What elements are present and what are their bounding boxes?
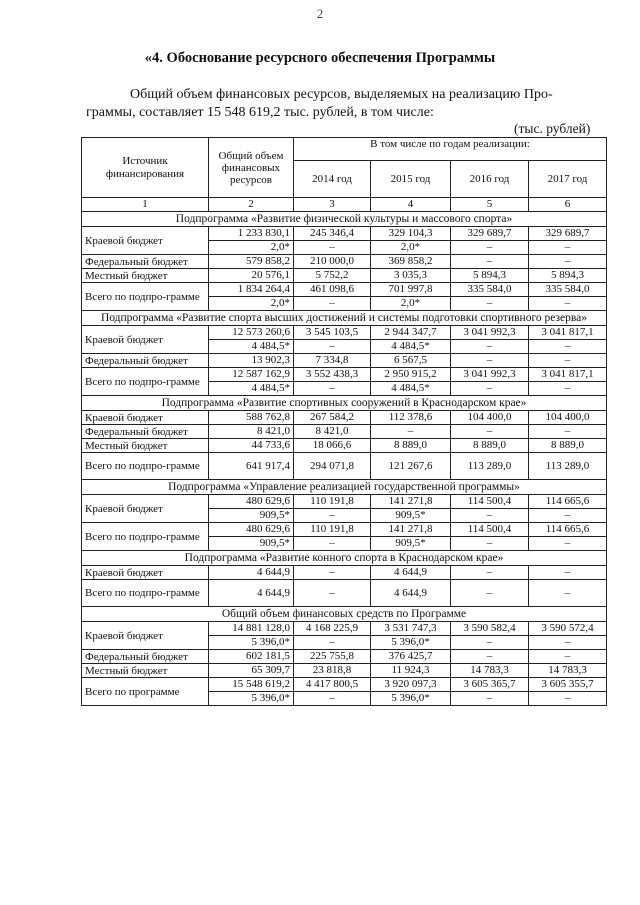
col-number: 4 xyxy=(371,198,451,212)
value-cell: 602 181,5 xyxy=(209,650,294,664)
col-number: 3 xyxy=(294,198,371,212)
value-cell: 294 071,8 xyxy=(294,453,371,480)
row-source-label: Всего по подпро-грамме xyxy=(82,368,209,396)
section-title: Подпрограмма «Развитие физической культуры и массового спорта» xyxy=(82,212,607,227)
value-cell: 14 783,3 xyxy=(451,664,529,678)
table-row xyxy=(82,269,607,283)
value-cell: 376 425,7 xyxy=(371,650,451,664)
row-source-label: Краевой бюджет xyxy=(82,566,209,580)
section-title: Подпрограмма «Управление реализацией государственной программы» xyxy=(82,480,607,495)
value-cell: – xyxy=(529,692,607,706)
row-source-label: Федеральный бюджет xyxy=(82,425,209,439)
table-row xyxy=(82,566,607,580)
row-source-label: Краевой бюджет xyxy=(82,495,209,523)
value-cell: 4 484,5* xyxy=(209,382,294,396)
value-cell: – xyxy=(371,425,451,439)
col-number: 1 xyxy=(82,198,209,212)
row-source-label: Краевой бюджет xyxy=(82,622,209,650)
value-cell: – xyxy=(451,692,529,706)
section-heading: «4. Обоснование ресурсного обеспечения Программы xyxy=(144,50,496,66)
value-cell: – xyxy=(451,255,529,269)
value-cell: 4 644,9 xyxy=(209,580,294,607)
value-cell: – xyxy=(451,650,529,664)
value-cell: – xyxy=(451,537,529,551)
value-cell: 13 902,3 xyxy=(209,354,294,368)
value-cell: 3 041 992,3 xyxy=(451,368,529,382)
value-cell: 4 644,9 xyxy=(209,566,294,580)
value-cell: – xyxy=(529,566,607,580)
value-cell: 3 590 572,4 xyxy=(529,622,607,636)
value-cell: 114 665,6 xyxy=(529,495,607,509)
value-cell: 114 665,6 xyxy=(529,523,607,537)
section-title-row xyxy=(82,212,607,227)
value-cell: 4 417 800,5 xyxy=(294,678,371,692)
value-cell: – xyxy=(451,636,529,650)
value-cell: 3 590 582,4 xyxy=(451,622,529,636)
value-cell: 3 041 817,1 xyxy=(529,326,607,340)
value-cell: 701 997,8 xyxy=(371,283,451,297)
row-source-label: Всего по подпро-грамме xyxy=(82,523,209,551)
value-cell: 2,0* xyxy=(209,241,294,255)
value-cell: – xyxy=(529,636,607,650)
value-cell: 480 629,6 xyxy=(209,495,294,509)
value-cell: 15 548 619,2 xyxy=(209,678,294,692)
table-row xyxy=(82,523,607,537)
value-cell: 3 605 355,7 xyxy=(529,678,607,692)
table-row xyxy=(82,368,607,382)
section-title-row xyxy=(82,607,607,622)
table-row xyxy=(82,580,607,607)
value-cell: 2,0* xyxy=(371,241,451,255)
intro-paragraph xyxy=(86,86,606,122)
value-cell: 114 500,4 xyxy=(451,523,529,537)
value-cell: 23 818,8 xyxy=(294,664,371,678)
intro-line-1: Общий объем финансовых ресурсов, выделяемых на реализацию Про- xyxy=(130,87,553,102)
value-cell: 2,0* xyxy=(209,297,294,311)
value-cell: 11 924,3 xyxy=(371,664,451,678)
row-source-label: Местный бюджет xyxy=(82,269,209,283)
intro-line-2: граммы, составляет 15 548 619,2 тыс. рублей, в том числе: xyxy=(86,105,434,120)
value-cell: 114 500,4 xyxy=(451,495,529,509)
section-title: Подпрограмма «Развитие спорта высших достижений и системы подготовки спортивного резерва» xyxy=(82,311,607,326)
value-cell: 579 858,2 xyxy=(209,255,294,269)
value-cell: 12 587 162,9 xyxy=(209,368,294,382)
value-cell: 3 920 097,3 xyxy=(371,678,451,692)
value-cell: 104 400,0 xyxy=(451,411,529,425)
value-cell: 20 576,1 xyxy=(209,269,294,283)
header-total: Общий объем финансовых ресурсов xyxy=(209,138,294,198)
value-cell: 3 545 103,5 xyxy=(294,326,371,340)
header-year-2014: 2014 год xyxy=(294,161,371,198)
value-cell: – xyxy=(529,241,607,255)
value-cell: – xyxy=(294,382,371,396)
value-cell: 110 191,8 xyxy=(294,495,371,509)
value-cell: 141 271,8 xyxy=(371,495,451,509)
section-title-row xyxy=(82,480,607,495)
value-cell: 121 267,6 xyxy=(371,453,451,480)
unit-note: (тыс. рублей) xyxy=(514,121,591,136)
value-cell: – xyxy=(451,297,529,311)
value-cell: 267 584,2 xyxy=(294,411,371,425)
table-row xyxy=(82,326,607,340)
table-row xyxy=(82,255,607,269)
value-cell: 480 629,6 xyxy=(209,523,294,537)
table-row xyxy=(82,227,607,241)
value-cell: 909,5* xyxy=(209,509,294,523)
value-cell: 5 894,3 xyxy=(451,269,529,283)
value-cell: – xyxy=(294,580,371,607)
value-cell: 329 689,7 xyxy=(529,227,607,241)
table-row xyxy=(82,664,607,678)
value-cell: – xyxy=(529,580,607,607)
value-cell: 3 605 365,7 xyxy=(451,678,529,692)
table-row xyxy=(82,678,607,692)
value-cell: 5 894,3 xyxy=(529,269,607,283)
value-cell: 2,0* xyxy=(371,297,451,311)
row-source-label: Местный бюджет xyxy=(82,664,209,678)
value-cell: 641 917,4 xyxy=(209,453,294,480)
value-cell: – xyxy=(451,509,529,523)
row-source-label: Краевой бюджет xyxy=(82,227,209,255)
value-cell: 909,5* xyxy=(209,537,294,551)
section-title: Общий объем финансовых средств по Программе xyxy=(82,607,607,622)
value-cell: 6 567,5 xyxy=(371,354,451,368)
value-cell: 329 689,7 xyxy=(451,227,529,241)
value-cell: 112 378,6 xyxy=(371,411,451,425)
value-cell: – xyxy=(294,566,371,580)
value-cell: 461 098,6 xyxy=(294,283,371,297)
header-source: Источник финансирования xyxy=(82,138,209,198)
value-cell: 14 783,3 xyxy=(529,664,607,678)
funding-table xyxy=(81,137,607,706)
value-cell: – xyxy=(451,382,529,396)
table-row xyxy=(82,411,607,425)
row-source-label: Всего по программе xyxy=(82,678,209,706)
header-year-2015: 2015 год xyxy=(371,161,451,198)
value-cell: 5 752,2 xyxy=(294,269,371,283)
value-cell: 369 858,2 xyxy=(371,255,451,269)
section-title-row xyxy=(82,311,607,326)
value-cell: 1 834 264,4 xyxy=(209,283,294,297)
row-source-label: Федеральный бюджет xyxy=(82,354,209,368)
value-cell: 1 233 830,1 xyxy=(209,227,294,241)
section-title: Подпрограмма «Развитие спортивных сооружений в Краснодарском крае» xyxy=(82,396,607,411)
value-cell: 8 421,0 xyxy=(294,425,371,439)
value-cell: – xyxy=(529,650,607,664)
value-cell: – xyxy=(294,509,371,523)
value-cell: 8 421,0 xyxy=(209,425,294,439)
row-source-label: Всего по подпро-грамме xyxy=(82,453,209,480)
section-title: Подпрограмма «Развитие конного спорта в Краснодарском крае» xyxy=(82,551,607,566)
header-year-2016: 2016 год xyxy=(451,161,529,198)
table-row xyxy=(82,495,607,509)
value-cell: 104 400,0 xyxy=(529,411,607,425)
value-cell: 3 041 817,1 xyxy=(529,368,607,382)
value-cell: 8 889,0 xyxy=(371,439,451,453)
value-cell: – xyxy=(294,297,371,311)
value-cell: 14 881 128,0 xyxy=(209,622,294,636)
value-cell: 12 573 260,6 xyxy=(209,326,294,340)
table-row xyxy=(82,283,607,297)
value-cell: 3 552 438,3 xyxy=(294,368,371,382)
value-cell: 5 396,0* xyxy=(371,636,451,650)
value-cell: – xyxy=(294,241,371,255)
value-cell: – xyxy=(294,340,371,354)
header-years-group: В том числе по годам реализации: xyxy=(294,138,607,161)
value-cell: 909,5* xyxy=(371,509,451,523)
row-source-label: Федеральный бюджет xyxy=(82,255,209,269)
value-cell: 909,5* xyxy=(371,537,451,551)
row-source-label: Федеральный бюджет xyxy=(82,650,209,664)
value-cell: 44 733,6 xyxy=(209,439,294,453)
value-cell: 3 531 747,3 xyxy=(371,622,451,636)
value-cell: – xyxy=(451,340,529,354)
row-source-label: Местный бюджет xyxy=(82,439,209,453)
table-row xyxy=(82,425,607,439)
section-title-row xyxy=(82,551,607,566)
value-cell: – xyxy=(451,566,529,580)
value-cell: 8 889,0 xyxy=(529,439,607,453)
row-source-label: Всего по подпро-граммe xyxy=(82,283,209,311)
table-row xyxy=(82,650,607,664)
value-cell: 141 271,8 xyxy=(371,523,451,537)
table-row xyxy=(82,439,607,453)
value-cell: – xyxy=(451,241,529,255)
value-cell: – xyxy=(529,509,607,523)
value-cell: – xyxy=(294,636,371,650)
value-cell: – xyxy=(529,255,607,269)
value-cell: 5 396,0* xyxy=(209,636,294,650)
value-cell: – xyxy=(451,580,529,607)
value-cell: 2 944 347,7 xyxy=(371,326,451,340)
value-cell: 4 484,5* xyxy=(371,340,451,354)
value-cell: 113 289,0 xyxy=(529,453,607,480)
value-cell: 4 484,5* xyxy=(209,340,294,354)
value-cell: – xyxy=(294,692,371,706)
value-cell: – xyxy=(529,340,607,354)
value-cell: 4 168 225,9 xyxy=(294,622,371,636)
value-cell: – xyxy=(529,297,607,311)
value-cell: – xyxy=(529,537,607,551)
row-source-label: Всего по подпро-грамме xyxy=(82,580,209,607)
value-cell: – xyxy=(451,425,529,439)
value-cell: 335 584,0 xyxy=(451,283,529,297)
table-row xyxy=(82,354,607,368)
value-cell: 113 289,0 xyxy=(451,453,529,480)
value-cell: 210 000,0 xyxy=(294,255,371,269)
value-cell: 5 396,0* xyxy=(209,692,294,706)
value-cell: 4 644,9 xyxy=(371,566,451,580)
value-cell: – xyxy=(294,537,371,551)
value-cell: 335 584,0 xyxy=(529,283,607,297)
header-year-2017: 2017 год xyxy=(529,161,607,198)
table-row xyxy=(82,453,607,480)
row-source-label: Краевой бюджет xyxy=(82,411,209,425)
value-cell: – xyxy=(529,425,607,439)
value-cell: 329 104,3 xyxy=(371,227,451,241)
section-title-row xyxy=(82,396,607,411)
value-cell: – xyxy=(451,354,529,368)
table-row xyxy=(82,622,607,636)
value-cell: 225 755,8 xyxy=(294,650,371,664)
value-cell: 588 762,8 xyxy=(209,411,294,425)
value-cell: 7 334,8 xyxy=(294,354,371,368)
page-number: 2 xyxy=(316,6,324,21)
value-cell: 18 066,6 xyxy=(294,439,371,453)
value-cell: 65 309,7 xyxy=(209,664,294,678)
value-cell: 3 041 992,3 xyxy=(451,326,529,340)
value-cell: 8 889,0 xyxy=(451,439,529,453)
value-cell: 4 484,5* xyxy=(371,382,451,396)
col-number: 2 xyxy=(209,198,294,212)
value-cell: 5 396,0* xyxy=(371,692,451,706)
value-cell: 4 644,9 xyxy=(371,580,451,607)
col-number: 5 xyxy=(451,198,529,212)
value-cell: 245 346,4 xyxy=(294,227,371,241)
col-number: 6 xyxy=(529,198,607,212)
row-source-label: Краевой бюджет xyxy=(82,326,209,354)
value-cell: – xyxy=(529,354,607,368)
value-cell: – xyxy=(529,382,607,396)
value-cell: 3 035,3 xyxy=(371,269,451,283)
value-cell: 110 191,8 xyxy=(294,523,371,537)
value-cell: 2 950 915,2 xyxy=(371,368,451,382)
